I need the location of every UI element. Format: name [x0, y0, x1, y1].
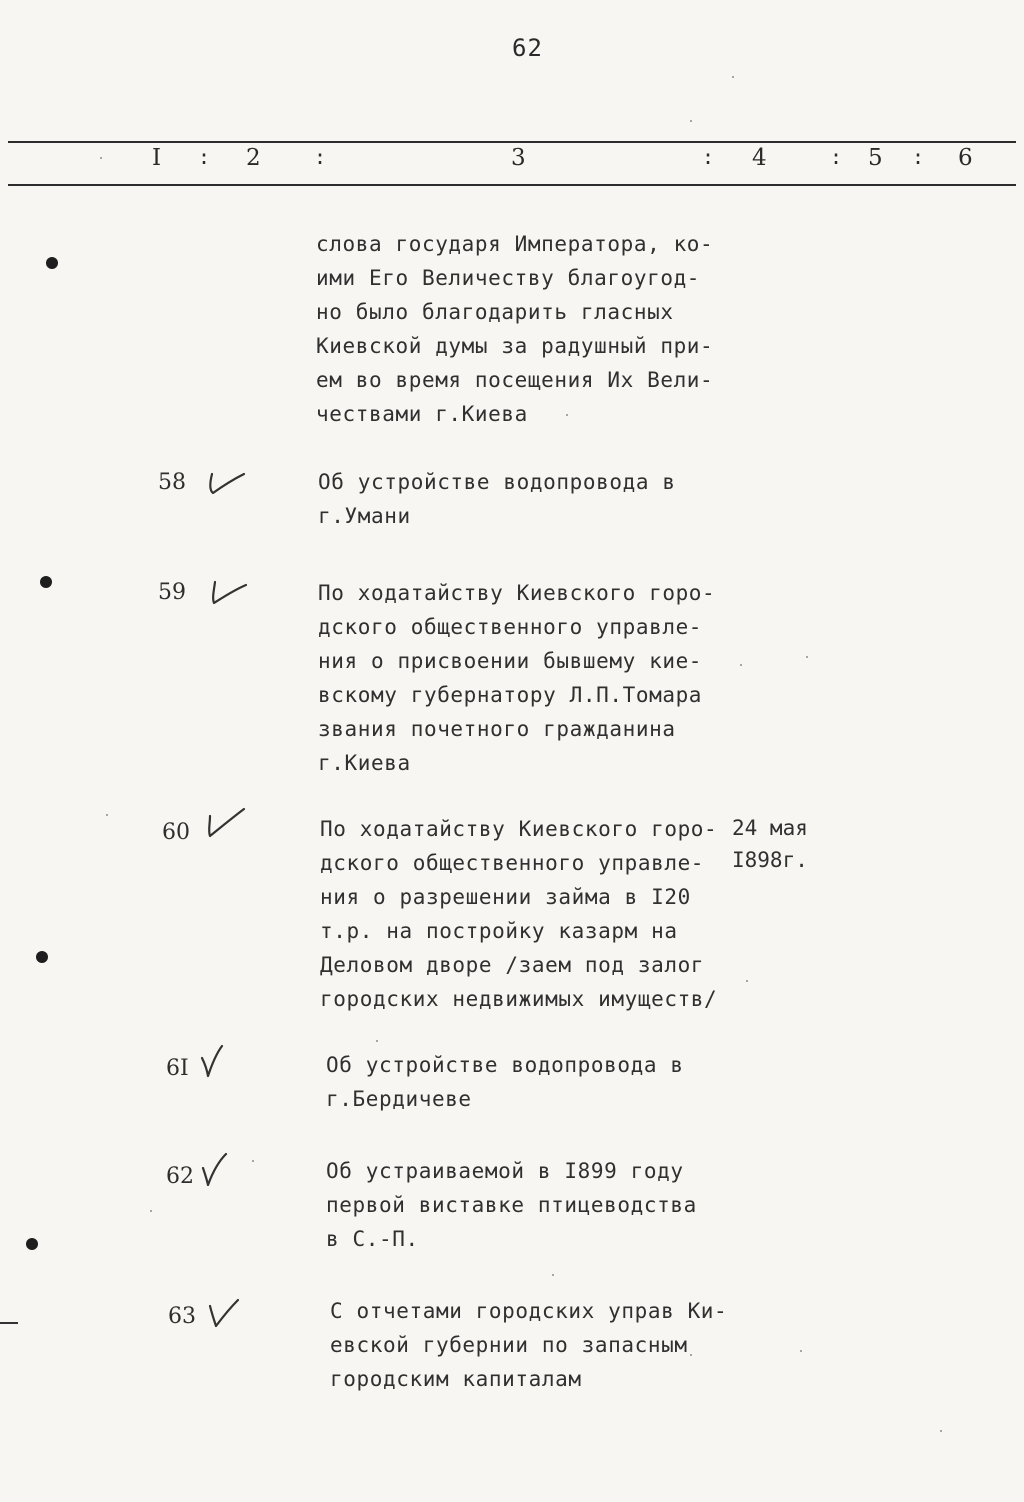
scan-speck [690, 120, 692, 122]
entry-date-line: 24 мая [732, 816, 808, 840]
entry-number-60: 60 [162, 820, 190, 845]
punch-hole [36, 951, 48, 963]
entry-text-line: ем во время посещения Их Вели- [316, 368, 714, 392]
column-separator: : [912, 145, 925, 169]
entry-text-line: звания почетного гражданина [318, 717, 676, 741]
header-bottom-rule [8, 184, 1016, 186]
scan-speck [740, 664, 742, 666]
entry-text-line: дского общественного управле- [318, 615, 703, 639]
entry-text-line: Деловом дворе /заем под залог [320, 953, 705, 977]
entry-text-line: ния о разрешении займа в I20 [320, 885, 691, 909]
checkmark-icon [202, 806, 246, 840]
punch-hole [26, 1238, 38, 1250]
column-header-6: 6 [958, 145, 973, 171]
entry-text-line: г.Умани [318, 504, 411, 528]
entry-text-line: ими Его Величеству благоугод- [316, 266, 701, 290]
entry-text-line: чествами г.Киева [316, 402, 528, 426]
entry-text-58 [318, 465, 676, 533]
entry-text-line: в С.-П. [326, 1227, 419, 1251]
scan-speck [566, 414, 568, 416]
entry-text-line: слова государя Императора, ко- [316, 232, 714, 256]
entry-text-61 [326, 1048, 684, 1116]
entry-text-line: По ходатайству Киевского горо- [318, 581, 716, 605]
entry-date-line: I898г. [732, 848, 808, 872]
scan-speck [746, 980, 748, 982]
punch-hole [40, 576, 52, 588]
column-separator: : [830, 145, 843, 169]
entry-text-line: дского общественного управле- [320, 851, 705, 875]
scan-speck [732, 76, 734, 78]
entry-text-line: г.Бердичеве [326, 1087, 472, 1111]
entry-text-line: евской губернии по запасным [330, 1333, 688, 1357]
header-top-rule [8, 141, 1016, 143]
checkmark-icon [204, 1296, 248, 1330]
scan-speck [150, 1210, 152, 1212]
entry-text-line: т.р. на постройку казарм на [320, 919, 678, 943]
entry-date-60 [732, 812, 808, 876]
entry-number-61: 6I [166, 1056, 189, 1081]
entry-number-63: 63 [168, 1304, 196, 1329]
entry-text-line: Об устройстве водопровода в [326, 1053, 684, 1077]
scan-speck [106, 814, 108, 816]
entry-number-62: 62 [166, 1164, 194, 1189]
scan-speck [100, 157, 102, 159]
column-header-1: I [152, 145, 162, 171]
entry-text-line: городских недвижимых имуществ/ [320, 987, 718, 1011]
scan-speck [252, 1160, 254, 1162]
entry-text-line: но было благодарить гласных [316, 300, 674, 324]
page-number: 62 [512, 34, 543, 62]
entry-text-59 [318, 576, 715, 780]
entry-text-line: Киевской думы за радушный при- [316, 334, 714, 358]
punch-hole [46, 257, 58, 269]
scan-speck [690, 1354, 692, 1356]
scan-speck [552, 1274, 554, 1276]
entry-text-line: вскому губернатору Л.П.Томара [318, 683, 703, 707]
scan-speck [940, 1430, 942, 1432]
column-separator: : [198, 145, 211, 169]
scan-speck [806, 656, 808, 658]
column-separator: : [702, 145, 715, 169]
entry-text-line: первой виставке птицеводства [326, 1193, 697, 1217]
entry-text-line: ния о присвоении бывшему кие- [318, 649, 703, 673]
entry-text-63 [330, 1294, 727, 1396]
column-header-3: 3 [511, 145, 526, 171]
column-header-4: 4 [752, 145, 767, 171]
entry-text-line: городским капиталам [330, 1367, 582, 1391]
entry-number-58: 58 [158, 470, 186, 495]
entry-text-line: С отчетами городских управ Ки- [330, 1299, 728, 1323]
entry-text-60 [320, 812, 717, 1016]
entry-continuation-text [316, 227, 713, 431]
column-header-5: 5 [868, 145, 883, 171]
checkmark-icon [204, 466, 248, 500]
entry-text-62 [326, 1154, 697, 1256]
entry-text-line: Об устраиваемой в I899 году [326, 1159, 684, 1183]
column-header-2: 2 [246, 145, 261, 171]
edge-mark [0, 1322, 18, 1324]
scan-speck [376, 1040, 378, 1042]
column-separator: : [314, 145, 327, 169]
checkmark-icon [198, 1044, 242, 1078]
checkmark-icon [206, 576, 250, 610]
entry-number-59: 59 [158, 580, 186, 605]
entry-text-line: По ходатайству Киевского горо- [320, 817, 718, 841]
checkmark-icon [198, 1152, 242, 1186]
entry-text-line: Об устройстве водопровода в [318, 470, 676, 494]
scan-speck [800, 1350, 802, 1352]
entry-text-line: г.Киева [318, 751, 411, 775]
